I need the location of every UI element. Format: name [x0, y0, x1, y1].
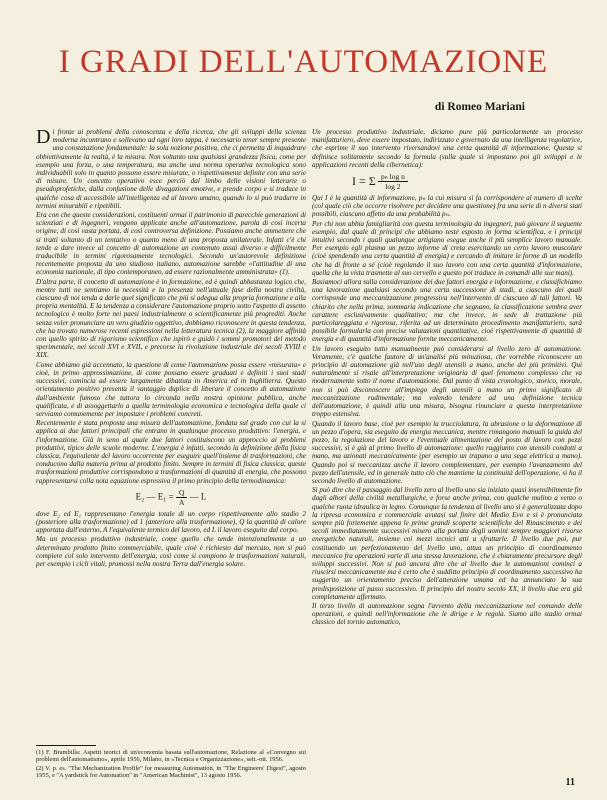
paragraph: Si può dire che il passaggio dal livello zero al livello uno sia iniziato quasi insensibilmente fin dagli albori della civiltà metallurgiche, e forse anche prima, con qualche mulino a vento o qualche ruota idraulica in legno. Comunque la tendenza al livello uno si è generalizzata dopo la ripresa economica e commerciale avutasi sul finire del Medio Evo e si è pronunciata sempre più fortemente appena le prime grandi scoperte scientifiche del Rinascimento e dei secoli immediatamente successivi misero alla portata degli uomini sempre maggiori risorse energetiche naturali, insieme coi mezzi tecnici atti a sfruttarle. Il livello due poi, pur costituendo un perfezionamento del livello uno, attua un principio di coordinamento meccanico fra operazioni varie di una stessa lavorazione, che è chiaramente precursore degli sviluppi successivi. Non si può ancora dire che al livello due le automazioni cominci a riuscirsi meccanicamente ma è certo che è sudditto principio di coordinamento successivo ha suggerito un orientamento preciso dell'attenzione umana ed ha annunciato la sua predisposizione al passo successivo. Il principio del nostro secolo XX, il livello due era già completamente affermato.	[312, 486, 582, 601]
paragraph: Un processo produttivo industriale, diciamo pure più particolarmente un processo manifatturiero, deve essere impostato, indirizzato e governato da una intelligenza regolatrice, che esprime il suo intervento riversandovi una certa quantità di informazione. Questa si definisce solitamente secondo la formula (sulla quale si impostano poi gli sviluppi e le applicazioni recenti della cibernetica):	[312, 128, 582, 169]
equation-rhs: — L	[189, 491, 207, 502]
footnote: (2) V. p. es. "The Mechanization Profile" for measuring Automation, in "The Engineers' Digest", agosto 1955, e "A yardstick for Automation" in "American Machinist", 13 agosto 1956.	[36, 764, 306, 779]
paragraph: D'altra parte, il concetto di automazione è in formazione, ed è quindi abbastanza logico che, mentre tutti ne sentiamo la necessità e la presenza nell'attuale fase della nostra civiltà, ciascuno di noi tenda a darle quel significato che più si adegua alla propria formazione e alla propria mentalità. E la tendenza a considerare l'automazione proprio sotto l'aspetto di assetto tecnologico è molto forte nei paesi industrialmente o scientificamente più progrediti. Anche senza voler pronunciare un vero giudizio oggettivo, dobbiamo riconoscere in questa tendenza, che ha trovato numerose recenti espressioni nella letteratura tecnica (2), la maggiore affinità con quello spirito di rigorismo scientifico che ispirò e guidò i sommi promotori del metodo sperimentale, nei secoli XVI e XVII, e precorse la rivoluzione industriale dei secoli XVIII e XIX.	[36, 277, 306, 360]
fraction-denominator: log 2	[385, 182, 401, 192]
paragraph: Recentemente è stata proposta una misura dell'automazione, fondata sul grado con cui la si applica ai due fattori principali che entrano in qualunque processo produttivo: l'energia, e l'informazione. Già in seno al quale due fattori costituiscono un approccio ai problemi produttivi, tipico delle scuole moderne. L'energia è infatti, secondo la definizione della fisica classica, l'equivalente del lavoro occorrente per eseguire quell'insieme di trasformazioni, che conducono dalla materia prima al prodotto finito. Sempre in termini di fisica classica, queste trasformazioni produttive corrispondono a trasformazioni di quantità di energia, che possono rappresentarsi colla nota equazione espressiva il primo principio della termodinamica:	[36, 419, 306, 485]
fraction-numerator: Q	[176, 488, 187, 498]
paragraph-text: i fronte ai problemi della conoscenza e della ricerca, che gli sviluppi della scienza moderna incontrano e sollevano ad ogni loro tappa, è necessario tener sempre presente una constatazione fondamentale: la sola nozione positiva, che ci permetta di inquadrare obbiettivamente la realtà, è la misura. Non soltanto una qualsiasi grandezza fisica, come per esempio una forza, o una temperatura, ma anche una norma operativa tecnologica sono individuabili solo in quanto possono essere misurate, o rispettivamente definite con una serie di misure. Un concetto operativo esce perciò dal limbo delle visioni letterarie o pseudoprofetiche, dalla confusione delle divagazioni emotive, e prende corpo e si traduce in qualche cosa di accessibile all'intelligenza ed al lavoro umano, quando lo si può tradurre in termini misurabili e ripetibili.	[36, 128, 306, 210]
article-title: I GRADI DELL'AUTOMAZIONE	[58, 44, 549, 80]
thermodynamics-equation	[36, 488, 306, 507]
fraction-denominator: A	[178, 497, 185, 507]
footnotes	[36, 741, 306, 780]
paragraph: Un lavoro eseguito tutto manualmente può considerarsi al livello zero di automazione. Veramente, c'è qualche fautore di un'analisi più minuziosa, che vorrebbe riconoscere un principio di automazione già nell'uso degli utensili a mano, anche dei più primitivi. Qui naturalmente si risale all'interpretazione originaria di quel fenomeno complesso che va modernamente sotto il nome d'automazione. Dal punto di vista cronologico, storico, morale, non si può disconoscere all'impiego degli utensili a mano un primo significato di meccanizzazione rudimentale; ma volendo tendere ad una definizione tecnica dell'automazione, è quindi alla una misura, bisogna rinunciare a questa interpretazione troppo estensiva.	[312, 344, 582, 419]
equation-lhs: I = Σ	[352, 174, 376, 189]
paragraph	[36, 128, 306, 210]
paragraph: Ma un processo produttivo industriale, come quello che tende intenzionalmente a un determinato prodotto finito commerciabile, quale cioè è richiesto dal mercato, non si può compiere col solo intervento dell'energia, così come si compiono le trasformazioni naturali, per esempio i cicli vitali, promossi nella nostra Terra dall'energia solare.	[36, 535, 306, 568]
drop-cap: D	[36, 128, 51, 148]
equation-fraction	[378, 172, 408, 191]
fraction-numerator: pₙ log n	[378, 172, 408, 182]
equation-lhs: E₂ — E₁ =	[135, 491, 176, 502]
article-author: di Romeo Mariani	[434, 101, 525, 113]
left-column	[36, 128, 306, 748]
right-column	[312, 128, 582, 748]
paragraph: Il terzo livello di automazione segna l'avvento della meccanizzazione nel comando delle operazioni, e quindi nell'informazione che le dirige e le regola. Siamo allo stadio ormai classico del tornio automatico,	[312, 601, 582, 627]
paragraph: dove E₂ ed E₁ rappresentano l'energia totale di un corpo rispettivamente allo stadio 2 (posteriore alla trasformazione) ed 1 (anteriore alla trasformazione), Q la quantità di calore apportata dall'esterno, A l'equivalente termico del lavoro, ed L il lavoro eseguito dal corpo.	[36, 509, 306, 535]
paragraph: Era con che queste considerazioni, costituenti ormai il patrimonio di parecchie generazioni di scienziati e di ingegneri, vengono applicate anche all'automazione, parola di così incerta origine, di così vasta portata, di così controversa definizione. Possiamo anche ammettere che si tratti soltanto di un tentativo o quanto meno di una proposta unilaterale. Infatti c'è chi tende a dare invece al concetto di automazione un contenuto assai diverso e difficilmente traducibile in termini rigorosamente tecnologici. Secondo un'autorevole definizione recentemente proposta da uno studioso italiano, automazione sarebbe «l'attitudine di una economia nazionale, di tipo contemporaneo, ad essere razionalmente amministrata» (1).	[36, 211, 306, 277]
paragraph: Quando il lavoro base, cioè per esempio la trucciolatura, la abrasione o la deformazione di un pezzo d'opera, sia eseguito da energia meccanica, mentre rimangono manuali la guida del pezzo, la regolazione del lavoro e l'eventuale alimentazione del posto di lavoro con pezzi successivi, si è già al primo livello di automazione: quello raggiunto con utensili condotti a mano, ma azionati meccanicamente (per esempio un trapano a una sega elettrica a mano). Quando poi si meccanizza anche il lavoro complementare, per esempio l'avanzamento del pezzo dell'utensile, ed in generale tutto ciò che mantiene la continuità dell'operazione, si ha il secondo livello di automazione.	[312, 419, 582, 485]
paragraph: Come abbiamo già accennato, la questione di come l'automazione possa essere «misurata» e cioè, in primo approssimazione, di come possano essere graduati e definiti i suoi stadi successivi, comincia ad essere largamente dibattuta in America ed in Inghilterra. Questo orientamento positivo presenta il vantaggio duplice di liberare il concetto di automazione dall'ambiente fumoso che tuttora lo circonda nella nostra opinione pubblica, anche qualificata, e di assoggettarlo a quella terminologia economica e tecnologica della quale ci serviamo comunemente per impostare i problemi concreti.	[36, 360, 306, 418]
page-number: 11	[565, 777, 575, 788]
footnote: (1) F. Brambilla: Aspetti teorici di un'economia basata sull'automazione, Relazione al «Convegno sui problemi dell'automatismo», aprile 1956, Milano, in «Tecnica e Organizzazione», sett.-ott. 1956.	[36, 749, 306, 764]
information-equation	[312, 172, 582, 191]
paragraph: Qui I è la quantità di informazione, pₙ la cui misura si fa corrispondere al numero di scelte (col quale ciò che occorre risolvere per decidere una questione) fra una serie di n diversi stati possibili, ciascuno affetto da una probabilità pₙ.	[312, 194, 582, 219]
paragraph: Basiamoci allora sulla considerazione dei due fattori energia e informazione, e classifichiamo una lavorazione qualsiasi secondo una certa successione di stadi, a ciascuno dei quali corrisponde una meccanizzazione progressiva nell'intervento di ciascuno di tali fattori. Va chiarito che nella prima, sommaria indicazione che segnano, la classificazione sembra aver carattere esclusivamente qualitativo; ma che invece, in sede di trattazione più particolareggiata e rigorosa, riferita ad un determinato procedimento manifatturiero, sarà possibile formularla con precise valutazioni quantitative, cioè rispettivamente di quantità di energia e di quantità d'informazione fornite meccanicamente.	[312, 278, 582, 344]
footnote-divider	[36, 745, 96, 746]
equation-fraction	[176, 488, 187, 507]
paragraph: Per chi non abbia famigliarità con questa terminologia da ingegneri, può giovare il seguente esempio, dal quale di principi che abbiamo testé esposto in forma scientifica, e i principi intuitivi secondo i quali qualunque artigiano esegue anche il più semplice lavoro manuale. Per esempio egli plasma un pezzo informe di creta esercitando un certo lavoro muscolare (cioè spendendo una certa quantità di energia) e cercando di imitare le forme di un modello che ha di fronte a sé (cioè regolando il suo lavoro con una certa quantità d'informazione, quella che la vista trasmette al suo cervello e questo poi traduce in comandi alle sue mani).	[312, 219, 582, 277]
